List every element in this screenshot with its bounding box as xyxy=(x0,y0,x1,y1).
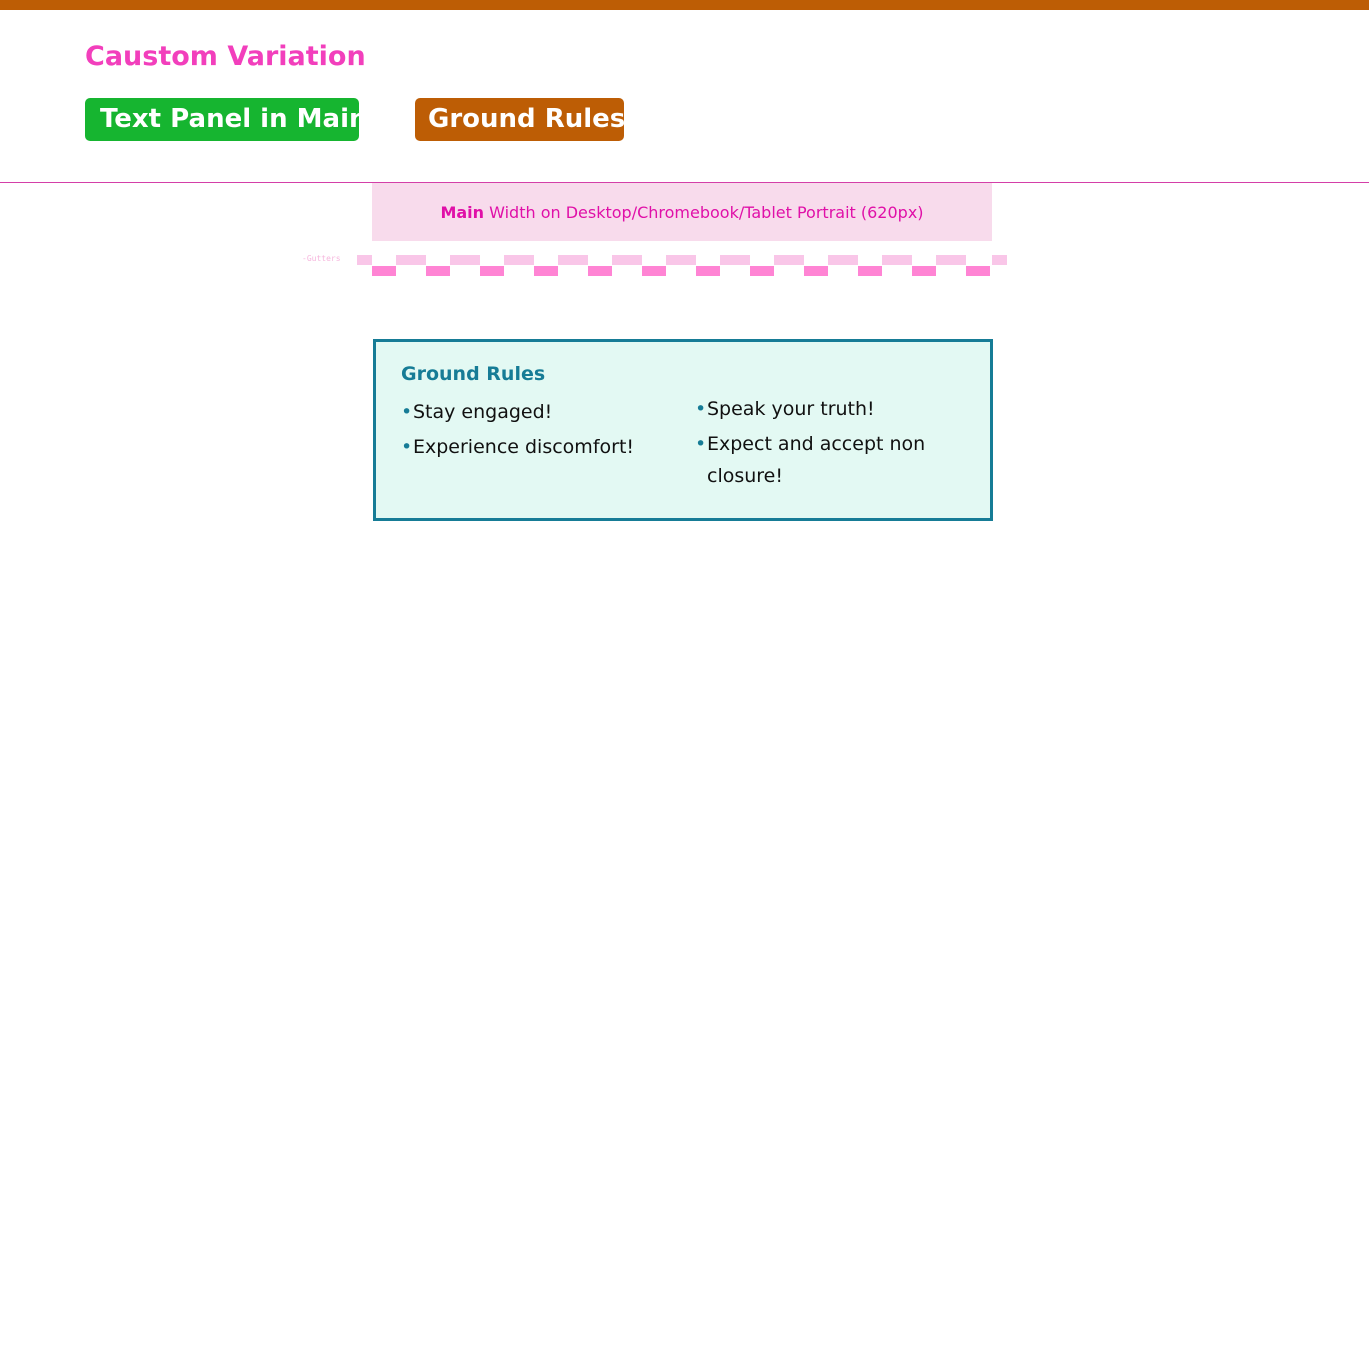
gutter-block-dark xyxy=(858,266,882,276)
bullet-icon: • xyxy=(695,433,707,455)
gutter-block-light xyxy=(882,255,912,265)
gutter-block-light xyxy=(396,255,426,265)
rule-text: Experience discomfort! xyxy=(413,436,635,458)
gutter-block-dark xyxy=(804,266,828,276)
list-item xyxy=(401,396,651,428)
panel-title: Ground Rules xyxy=(401,363,546,385)
main-width-guide xyxy=(372,183,992,241)
gutter-block-dark xyxy=(588,266,612,276)
main-width-label-bold: Main xyxy=(440,203,485,222)
tag-text-panel-in-main: Text Panel in Main xyxy=(85,98,359,141)
bullet-icon: • xyxy=(401,401,413,423)
bullet-icon: • xyxy=(401,436,413,458)
rules-list-right xyxy=(695,393,945,495)
gutter-block-light xyxy=(936,255,966,265)
list-item xyxy=(401,431,651,463)
ground-rules-panel xyxy=(373,339,993,521)
list-item xyxy=(695,428,945,492)
rule-text: Expect and accept non closure! xyxy=(707,433,926,487)
main-width-label: Width on Desktop/Chromebook/Tablet Portrait (620px) xyxy=(484,203,924,222)
gutter-block-dark xyxy=(426,266,450,276)
rules-list-left xyxy=(401,396,651,466)
gutter-block-light xyxy=(720,255,750,265)
top-accent-bar xyxy=(0,0,1369,10)
gutter-block-dark xyxy=(912,266,936,276)
gutter-block-dark xyxy=(372,266,396,276)
gutter-block-light xyxy=(774,255,804,265)
page-title: Caustom Variation xyxy=(85,41,366,72)
gutter-block-light xyxy=(992,255,1007,265)
gutter-block-light xyxy=(357,255,372,265)
gutter-block-dark xyxy=(534,266,558,276)
gutter-block-dark xyxy=(480,266,504,276)
rule-text: Speak your truth! xyxy=(707,398,875,420)
list-item xyxy=(695,393,945,425)
gutter-block-light xyxy=(558,255,588,265)
gutters-label: -Gutters xyxy=(302,254,341,263)
rule-text: Stay engaged! xyxy=(413,401,553,423)
gutter-block-light xyxy=(666,255,696,265)
gutter-block-dark xyxy=(966,266,990,276)
tag-ground-rules: Ground Rules xyxy=(415,98,624,141)
gutter-block-dark xyxy=(696,266,720,276)
gutter-block-light xyxy=(828,255,858,265)
gutter-block-light xyxy=(612,255,642,265)
bullet-icon: • xyxy=(695,398,707,420)
gutter-block-light xyxy=(504,255,534,265)
gutter-block-light xyxy=(450,255,480,265)
gutter-block-dark xyxy=(750,266,774,276)
gutter-block-dark xyxy=(642,266,666,276)
